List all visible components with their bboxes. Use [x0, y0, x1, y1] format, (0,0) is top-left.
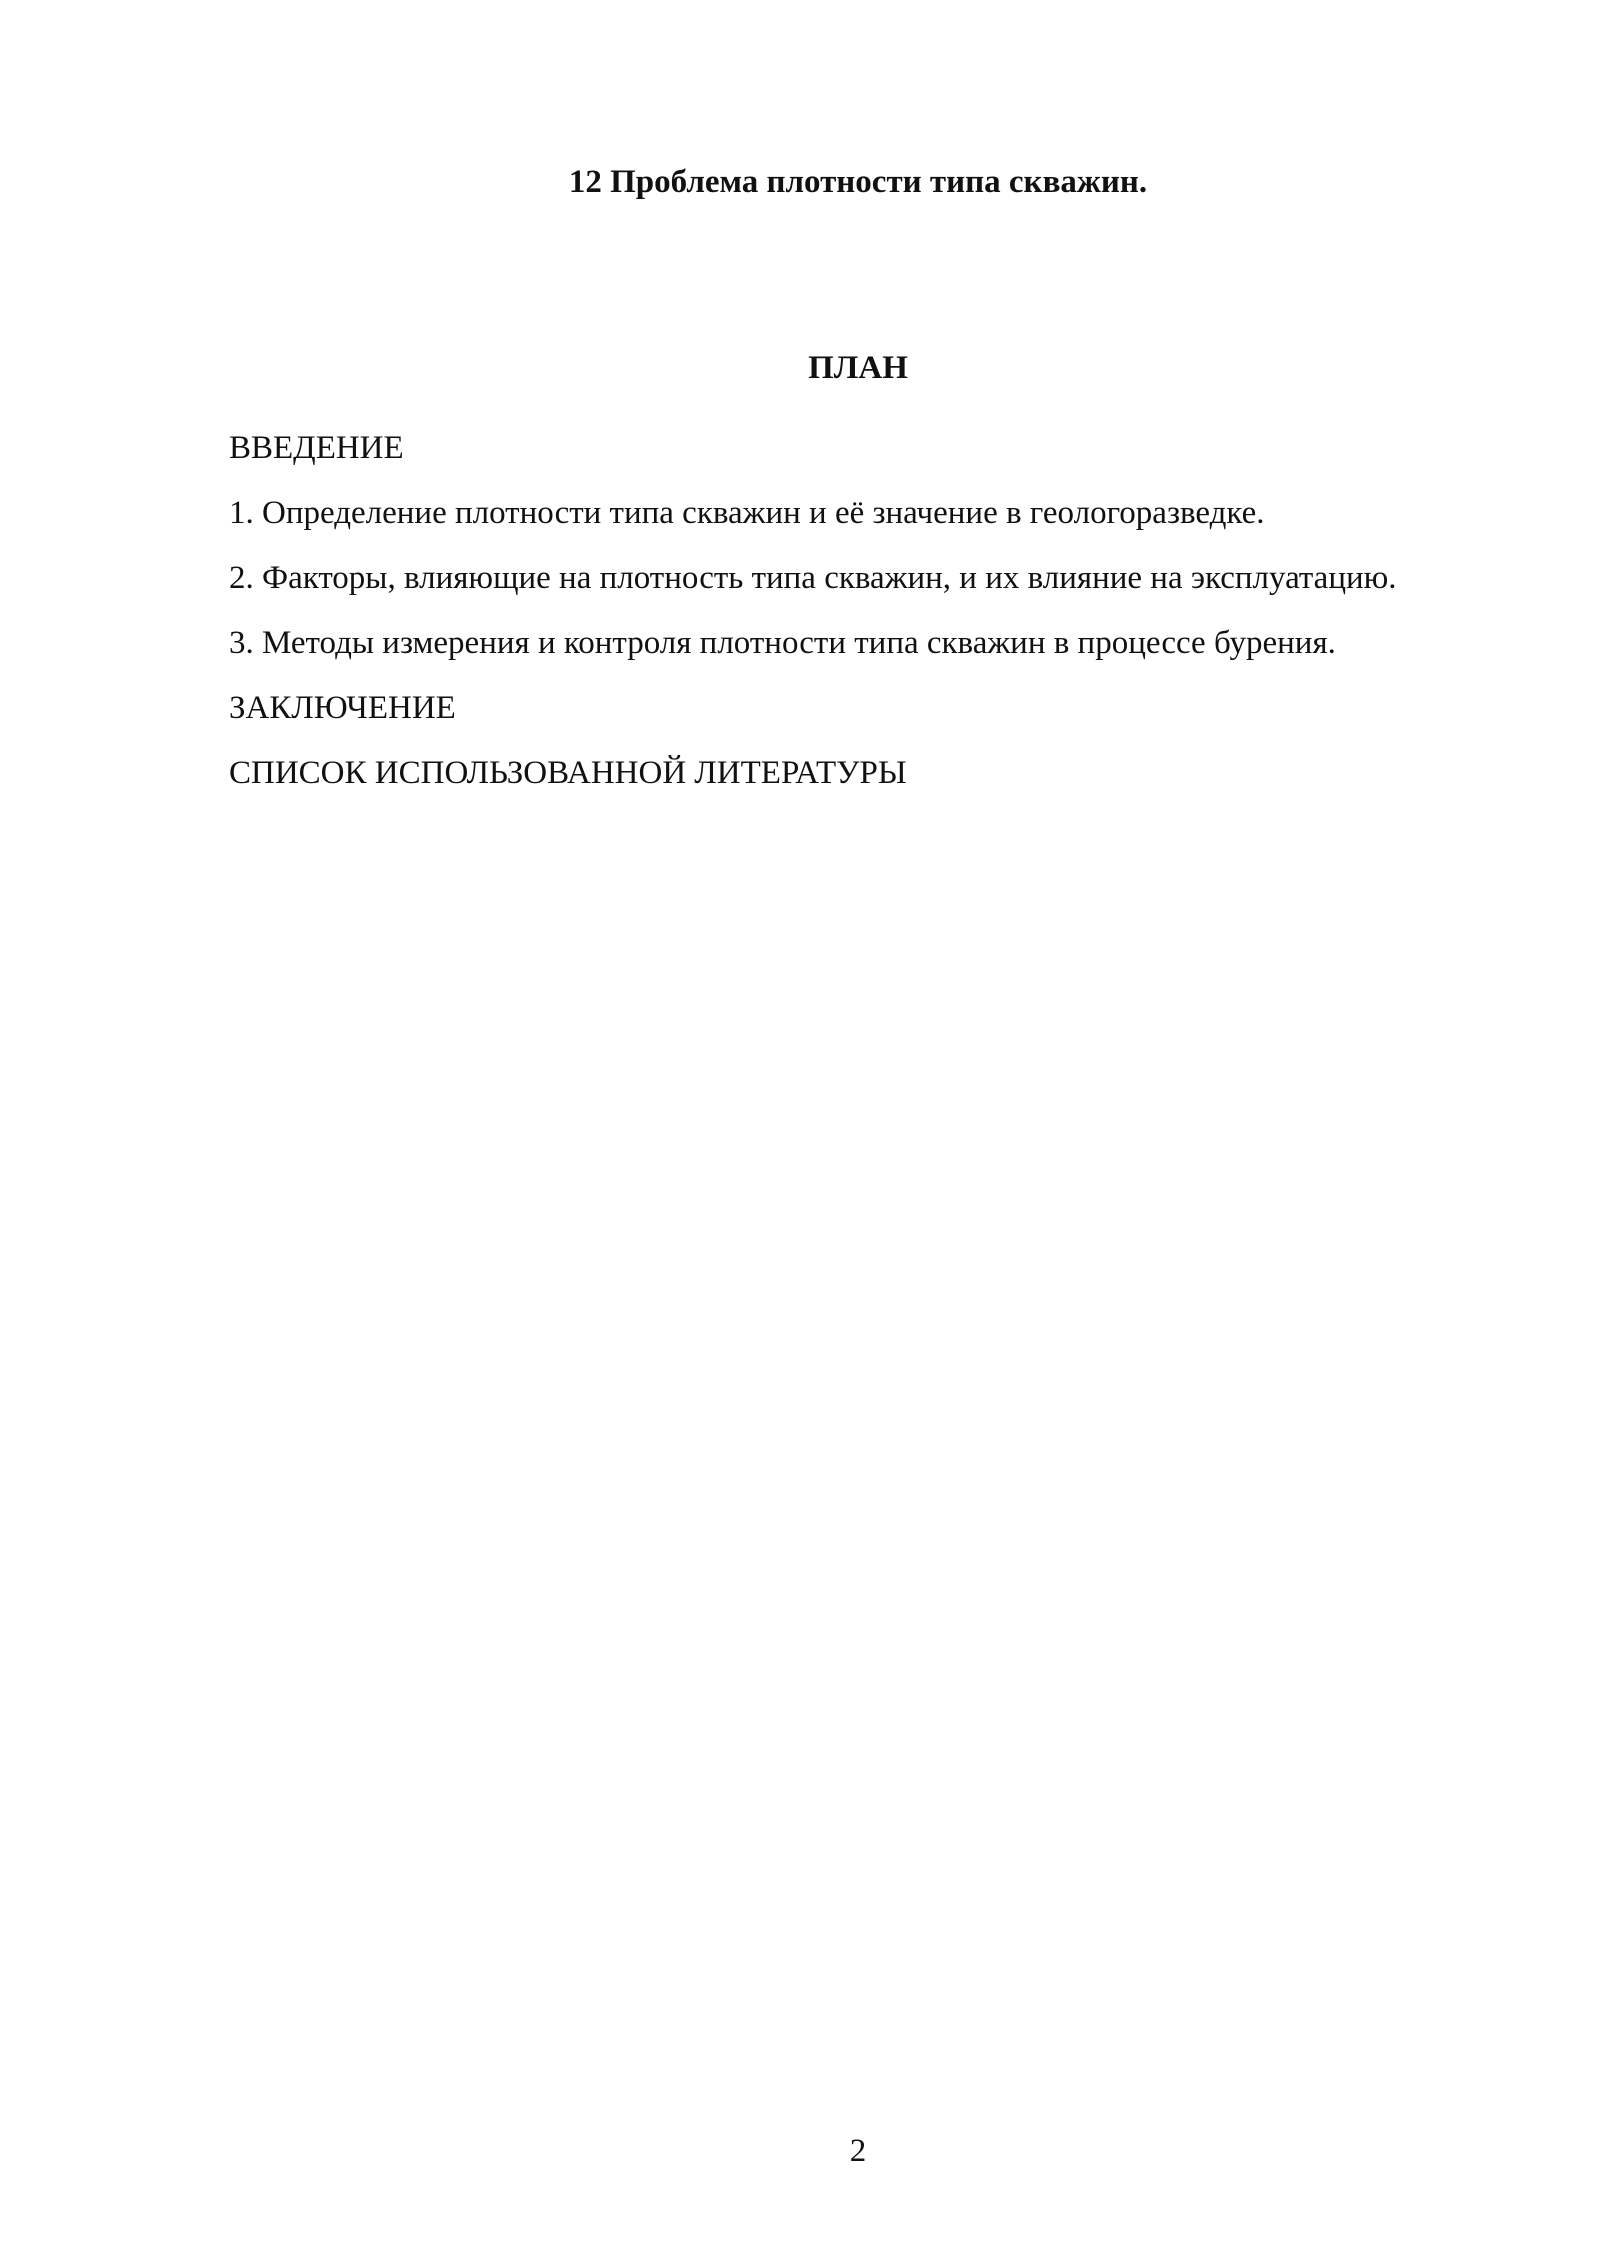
- plan-list: [229, 420, 1449, 810]
- plan-item-1: 1. Определение плотности типа скважин и её значение в геологоразведке.: [229, 495, 1265, 531]
- plan-item-3: 3. Методы измерения и контроля плотности типа скважин в процессе бурения.: [229, 625, 1336, 661]
- plan-heading: ПЛАН: [808, 350, 908, 386]
- page-number: 2: [849, 2133, 867, 2169]
- plan-item-introduction: ВВЕДЕНИЕ: [229, 430, 404, 466]
- plan-item-2: 2. Факторы, влияющие на плотность типа скважин, и их влияние на эксплуатацию.: [229, 560, 1397, 596]
- plan-item-conclusion: ЗАКЛЮЧЕНИЕ: [229, 690, 456, 726]
- plan-item-references: СПИСОК ИСПОЛЬЗОВАННОЙ ЛИТЕРАТУРЫ: [229, 755, 907, 791]
- document-title: 12 Проблема плотности типа скважин.: [568, 164, 1148, 200]
